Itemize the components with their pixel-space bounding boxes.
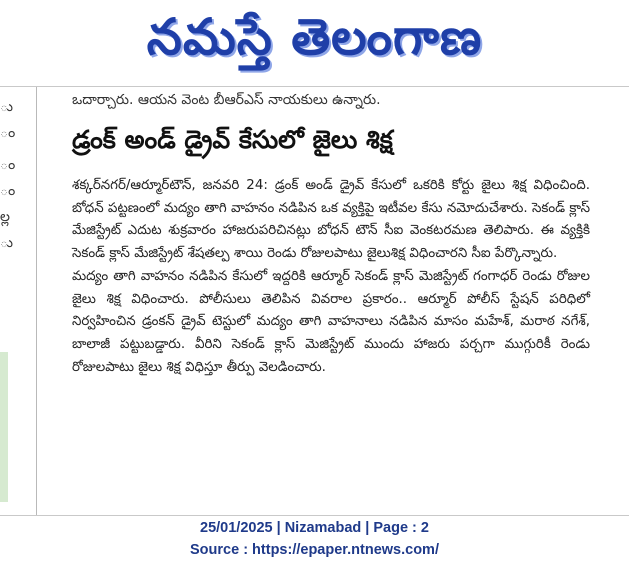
side-fragment: ల్ల bbox=[0, 209, 10, 225]
side-fragment: ు bbox=[0, 99, 13, 115]
newspaper-logo-title: నమస్తే తెలంగాణ bbox=[146, 7, 483, 66]
side-fragment: ు bbox=[0, 235, 13, 251]
previous-article-line: ఒదార్చారు. ఆయన వెంట బీఆర్‌ఎస్ నాయకులు ఉన్నారు. bbox=[72, 92, 381, 108]
article bbox=[72, 87, 590, 515]
side-fragment: ం bbox=[0, 183, 16, 199]
masthead bbox=[0, 0, 629, 86]
column-divider bbox=[36, 87, 37, 515]
article-body bbox=[72, 175, 590, 379]
side-fragment: ం bbox=[0, 157, 16, 173]
article-headline: డ్రంక్ అండ్ డ్రైవ్ కేసులో జైలు శిక్ష bbox=[72, 125, 393, 154]
source-footer bbox=[0, 517, 629, 561]
side-fragment: ం bbox=[0, 125, 16, 141]
edition-info: 25/01/2025 | Nizamabad | Page : 2 bbox=[200, 520, 429, 536]
newspaper-clipping bbox=[0, 86, 629, 516]
side-color-block bbox=[0, 352, 8, 502]
source-url: Source : https://epaper.ntnews.com/ bbox=[190, 542, 439, 558]
article-paragraph: శక్కర్‌నగర్/ఆర్మూర్‌టౌన్, జనవరి 24: డ్రంక్ అండ్ డ్రైవ్ కేసులో ఒకరికి కోర్టు జైలు శిక్ష విధించింది. బోధన్ పట్టణంలో మద్యం తాగి వాహనం నడిపిన ఒక వ్యక్తిపై ఇటీవల కేసు నమోదుచేశారు. సెకండ్ క్లాస్ మేజిస్ట్రేట్ ఎదుట శుక్రవారం హాజరుపరిచినట్లు బోధన్ టౌన్ సీఐ వెంకటరమణ తెలిపారు. ఈ వ్యక్తికి సెకండ్ క్లాస్ మేజిస్ట్రేట్ శేషతల్ప శాయి రెండు రోజులపాటు జైలుశిక్ష విధించారని సీఐ పేర్కొన్నారు. bbox=[72, 178, 590, 262]
article-paragraph: మద్యం తాగి వాహనం నడిపిన కేసులో ఇద్దరికి ఆర్మూర్ సెకండ్ క్లాస్ మెజిస్ట్రేట్ గంగాధర్ రెండు రోజుల జైలు శిక్ష విధించారు. పోలీసులు తెలిపిన వివరాల ప్రకారం.. ఆర్మూర్ పోలీస్ స్టేషన్ పరిధిలో నిర్వహించిన డ్రంకన్ డ్రైవ్ టెస్టులో మద్యం తాగి వాహనాలు నడిపిన మాసం మహేశ్, మరాఠ నగేశ్, బాలాజీ పట్టుబడ్డారు. వీరిని సెకండ్ క్లాస్ మెజిస్ట్రేట్ ముందు హాజరు పర్చగా ముగ్గురికీ రెండు రోజులపాటు జైలు శిక్ష విధిస్తూ తీర్పు వెలడించారు. bbox=[72, 268, 590, 375]
adjacent-column-fragment bbox=[0, 87, 34, 515]
